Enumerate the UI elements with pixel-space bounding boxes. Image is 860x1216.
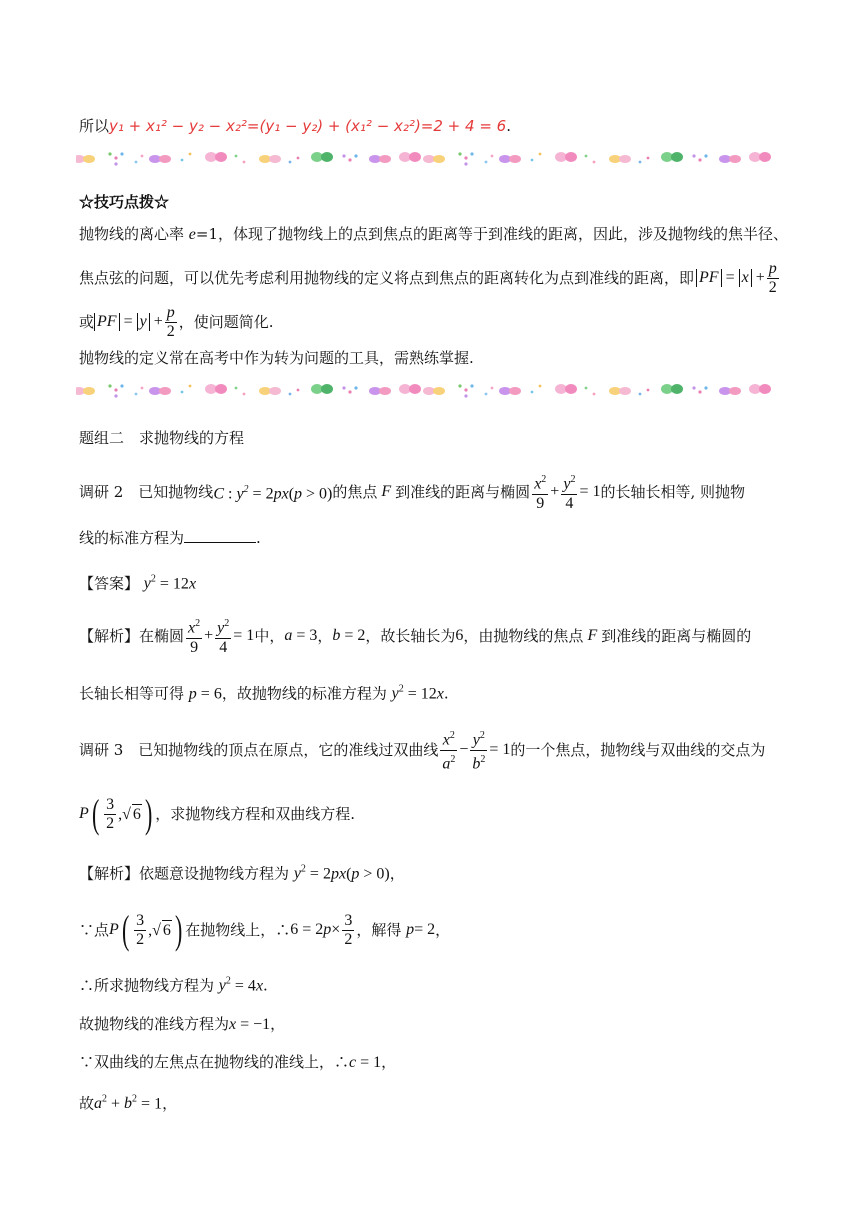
pf-abs: PF (696, 269, 722, 287)
analysis-1-line-1: 【解析】 在椭圆 $\frac{x^2}{9}$ + $\frac{y^2}{4}$ = 1 中， a = 3 ， b = 2 ，故长轴长为 6 ，由抛物线的焦点 F 到准线的距离与椭圆的 (79, 614, 751, 658)
hyperbola-term-x: $\frac{x^2}{a^2}$ (440, 727, 457, 773)
analysis-2-line-4: 故抛物线的准线方程为x = −1， (79, 1015, 286, 1033)
question-2-line-2: 线的标准方程为 . (79, 529, 261, 547)
analysis-2-line-5: ∵双曲线的左焦点在抛物线的准线上，∴c = 1， (79, 1053, 397, 1071)
analysis-1-line-2: 长轴长相等可得 p = 6，故抛物线的标准方程为 $y^2 = 12x$. (79, 684, 449, 703)
question-3-line-2: P ( $\frac{3}{2}$ ,√ 6 ) ，求抛物线方程和双曲线方程. (79, 791, 355, 836)
p-over-2-fraction: $\frac{p}{2}$ (768, 259, 777, 296)
prefix-text: 所以 (79, 117, 110, 135)
tip-paragraph-line-4: 抛物线的定义常在高考中作为转为问题的工具，需熟练掌握. (79, 349, 474, 367)
analysis-2-line-1: 【解析】依题意设抛物线方程为 $y^2 = 2px(p > 0)$， (79, 864, 405, 883)
tip-paragraph-line-3: 或 PF = y + $\frac{p}{2}$ ，使问题简化. (79, 303, 274, 340)
tip-title: ☆技巧点拨☆ (79, 193, 170, 211)
question-3-line-1: 调研 3 已知抛物线的顶点在原点，它的准线过双曲线 $\frac{x^2}{a^2}$ − $\frac{y^2}{b^2}$ = 1 的一个焦点，抛物线与双曲线的交点为 (79, 726, 765, 774)
section-heading: 题组二 求抛物线的方程 (79, 429, 245, 447)
tip-paragraph-line-2: 焦点弦的问题，可以优先考虑利用抛物线的定义将点到焦点的距离转化为点到准线的距离，即 PF = x + $\frac{p}{2}$ (79, 259, 777, 296)
decorative-butterfly-border (76, 148, 776, 170)
analysis-2-line-6: 故$a^2 + b^2 = 1$， (79, 1094, 178, 1113)
result-line: 所以y₁ + x₁² − y₂ − x₂²=(y₁ − y₂) + (x₁² − x₂²)=2 + 4 = 6. (79, 117, 511, 135)
question-2-line-1: 调研 2 已知抛物线 C : $y^2 = 2px(p > 0)$ 的焦点 F 到准线的距离与椭圆 $\frac{x^2}{9}$ + $\frac{y^2}{4}$ = 1 的长轴长相等, 则抛物 (79, 470, 745, 514)
decorative-butterfly-border (76, 380, 776, 402)
parabola-equation: C : $y^2 = 2px(p > 0)$ (213, 483, 333, 503)
red-expression: y₁ + x₁² − y₂ − x₂²=(y₁ − y₂) + (x₁² − x₂²)=2 + 4 = 6 (109, 117, 507, 135)
point-p: P (79, 805, 89, 822)
answer-line: 【答案】 $y^2 = 12x$ (79, 574, 197, 593)
answer-blank (184, 528, 256, 543)
analysis-2-line-2: ∵点 P ( $\frac{3}{2}$ ,√ 6 ) 在抛物线上，∴ 6 = 2 p × $\frac{3}{2}$ ，解得 p = 2 ， (79, 907, 451, 952)
ellipse-term-x: $\frac{x^2}{9}$ (532, 471, 548, 512)
tip-paragraph-line-1: 抛物线的离心率 e=1，体现了抛物线上的点到焦点的距离等于到准线的距离，因此，涉及抛物线的焦半径、 (79, 225, 789, 243)
analysis-2-line-3: ∴所求抛物线方程为 $y^2 = 4x$. (79, 976, 268, 995)
